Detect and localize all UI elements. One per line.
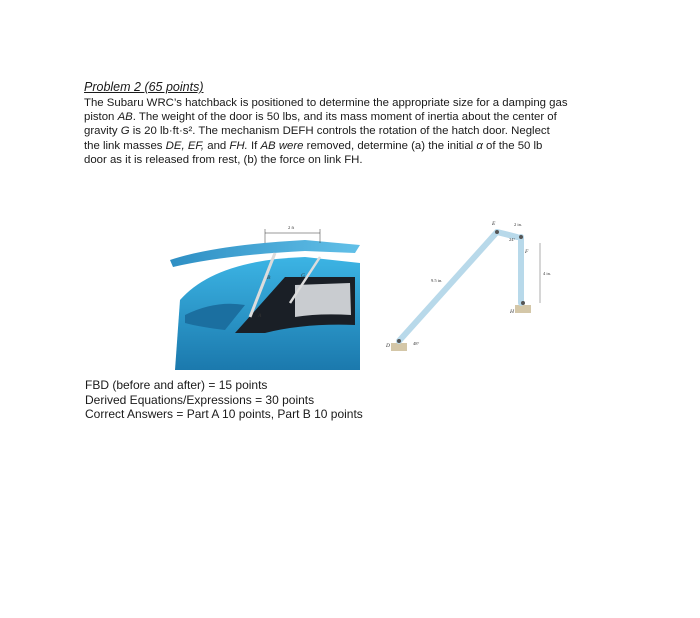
var-de-ef: DE, EF, bbox=[165, 139, 205, 152]
var-ab-were: AB were bbox=[260, 139, 304, 152]
label-dim-de: 9.5 in. bbox=[431, 278, 443, 283]
rubric-fbd: FBD (before and after) = 15 points bbox=[85, 378, 268, 392]
pin-e bbox=[495, 230, 499, 234]
problem-line-3b: is 20 lb·ft·s². The mechanism DEFH controls the rotation of the hatch door. Neglect bbox=[129, 125, 550, 138]
rubric-answers: Correct Answers = Part A 10 points, Part B 10 points bbox=[85, 407, 363, 421]
problem-line-4b: and bbox=[204, 139, 230, 152]
problem-title: Problem 2 (65 points) bbox=[84, 80, 204, 94]
problem-body bbox=[84, 96, 624, 167]
problem-line-4e: of the 50 lb bbox=[482, 139, 543, 152]
label-b: B bbox=[267, 275, 271, 281]
label-d: D bbox=[386, 343, 390, 349]
label-dim-ef: 2 in. bbox=[514, 222, 523, 227]
figure-svg bbox=[155, 205, 565, 370]
problem-line-2b: . The weight of the door is 50 lbs, and its mass moment of inertia about the center of bbox=[132, 111, 557, 124]
problem-line-4d: removed, determine (a) the initial bbox=[303, 139, 477, 152]
ground-d bbox=[391, 343, 407, 351]
car-illustration bbox=[170, 225, 360, 370]
label-g: G bbox=[301, 273, 305, 279]
car-glass-reflection bbox=[295, 283, 351, 317]
label-a: A bbox=[258, 313, 262, 319]
label-2ft: 2 ft bbox=[288, 225, 295, 230]
var-alpha: α bbox=[476, 139, 483, 152]
problem-line-4c: If bbox=[247, 139, 261, 152]
pin-f bbox=[519, 235, 523, 239]
var-g: G bbox=[120, 125, 130, 138]
problem-line-5: door as it is released from rest, (b) the force on link FH. bbox=[84, 153, 363, 166]
ground-h bbox=[515, 305, 531, 313]
rubric-equations: Derived Equations/Expressions = 30 points bbox=[85, 392, 315, 407]
label-dim-fh: 4 in. bbox=[543, 271, 552, 276]
label-f: F bbox=[525, 249, 529, 255]
problem-figure bbox=[155, 205, 565, 370]
label-dim-ef-angle: 24° bbox=[509, 237, 516, 242]
var-fh: FH. bbox=[229, 139, 248, 152]
problem-line-2a: piston bbox=[84, 111, 118, 124]
problem-line-3a: gravity bbox=[84, 125, 121, 138]
label-h: H bbox=[510, 309, 514, 315]
label-e: E bbox=[492, 221, 496, 227]
linkage-diagram bbox=[385, 221, 551, 351]
label-angle-d: 48° bbox=[413, 341, 420, 346]
problem-statement bbox=[84, 80, 624, 167]
problem-line-1: The Subaru WRC’s hatchback is positioned to determine the appropriate size for a damping gas bbox=[84, 97, 568, 109]
link-de bbox=[399, 232, 497, 341]
pin-d bbox=[397, 339, 401, 343]
problem-line-4a: the link masses bbox=[84, 139, 166, 152]
grading-rubric bbox=[85, 378, 363, 422]
pin-h bbox=[521, 301, 525, 305]
var-ab: AB bbox=[117, 111, 133, 124]
